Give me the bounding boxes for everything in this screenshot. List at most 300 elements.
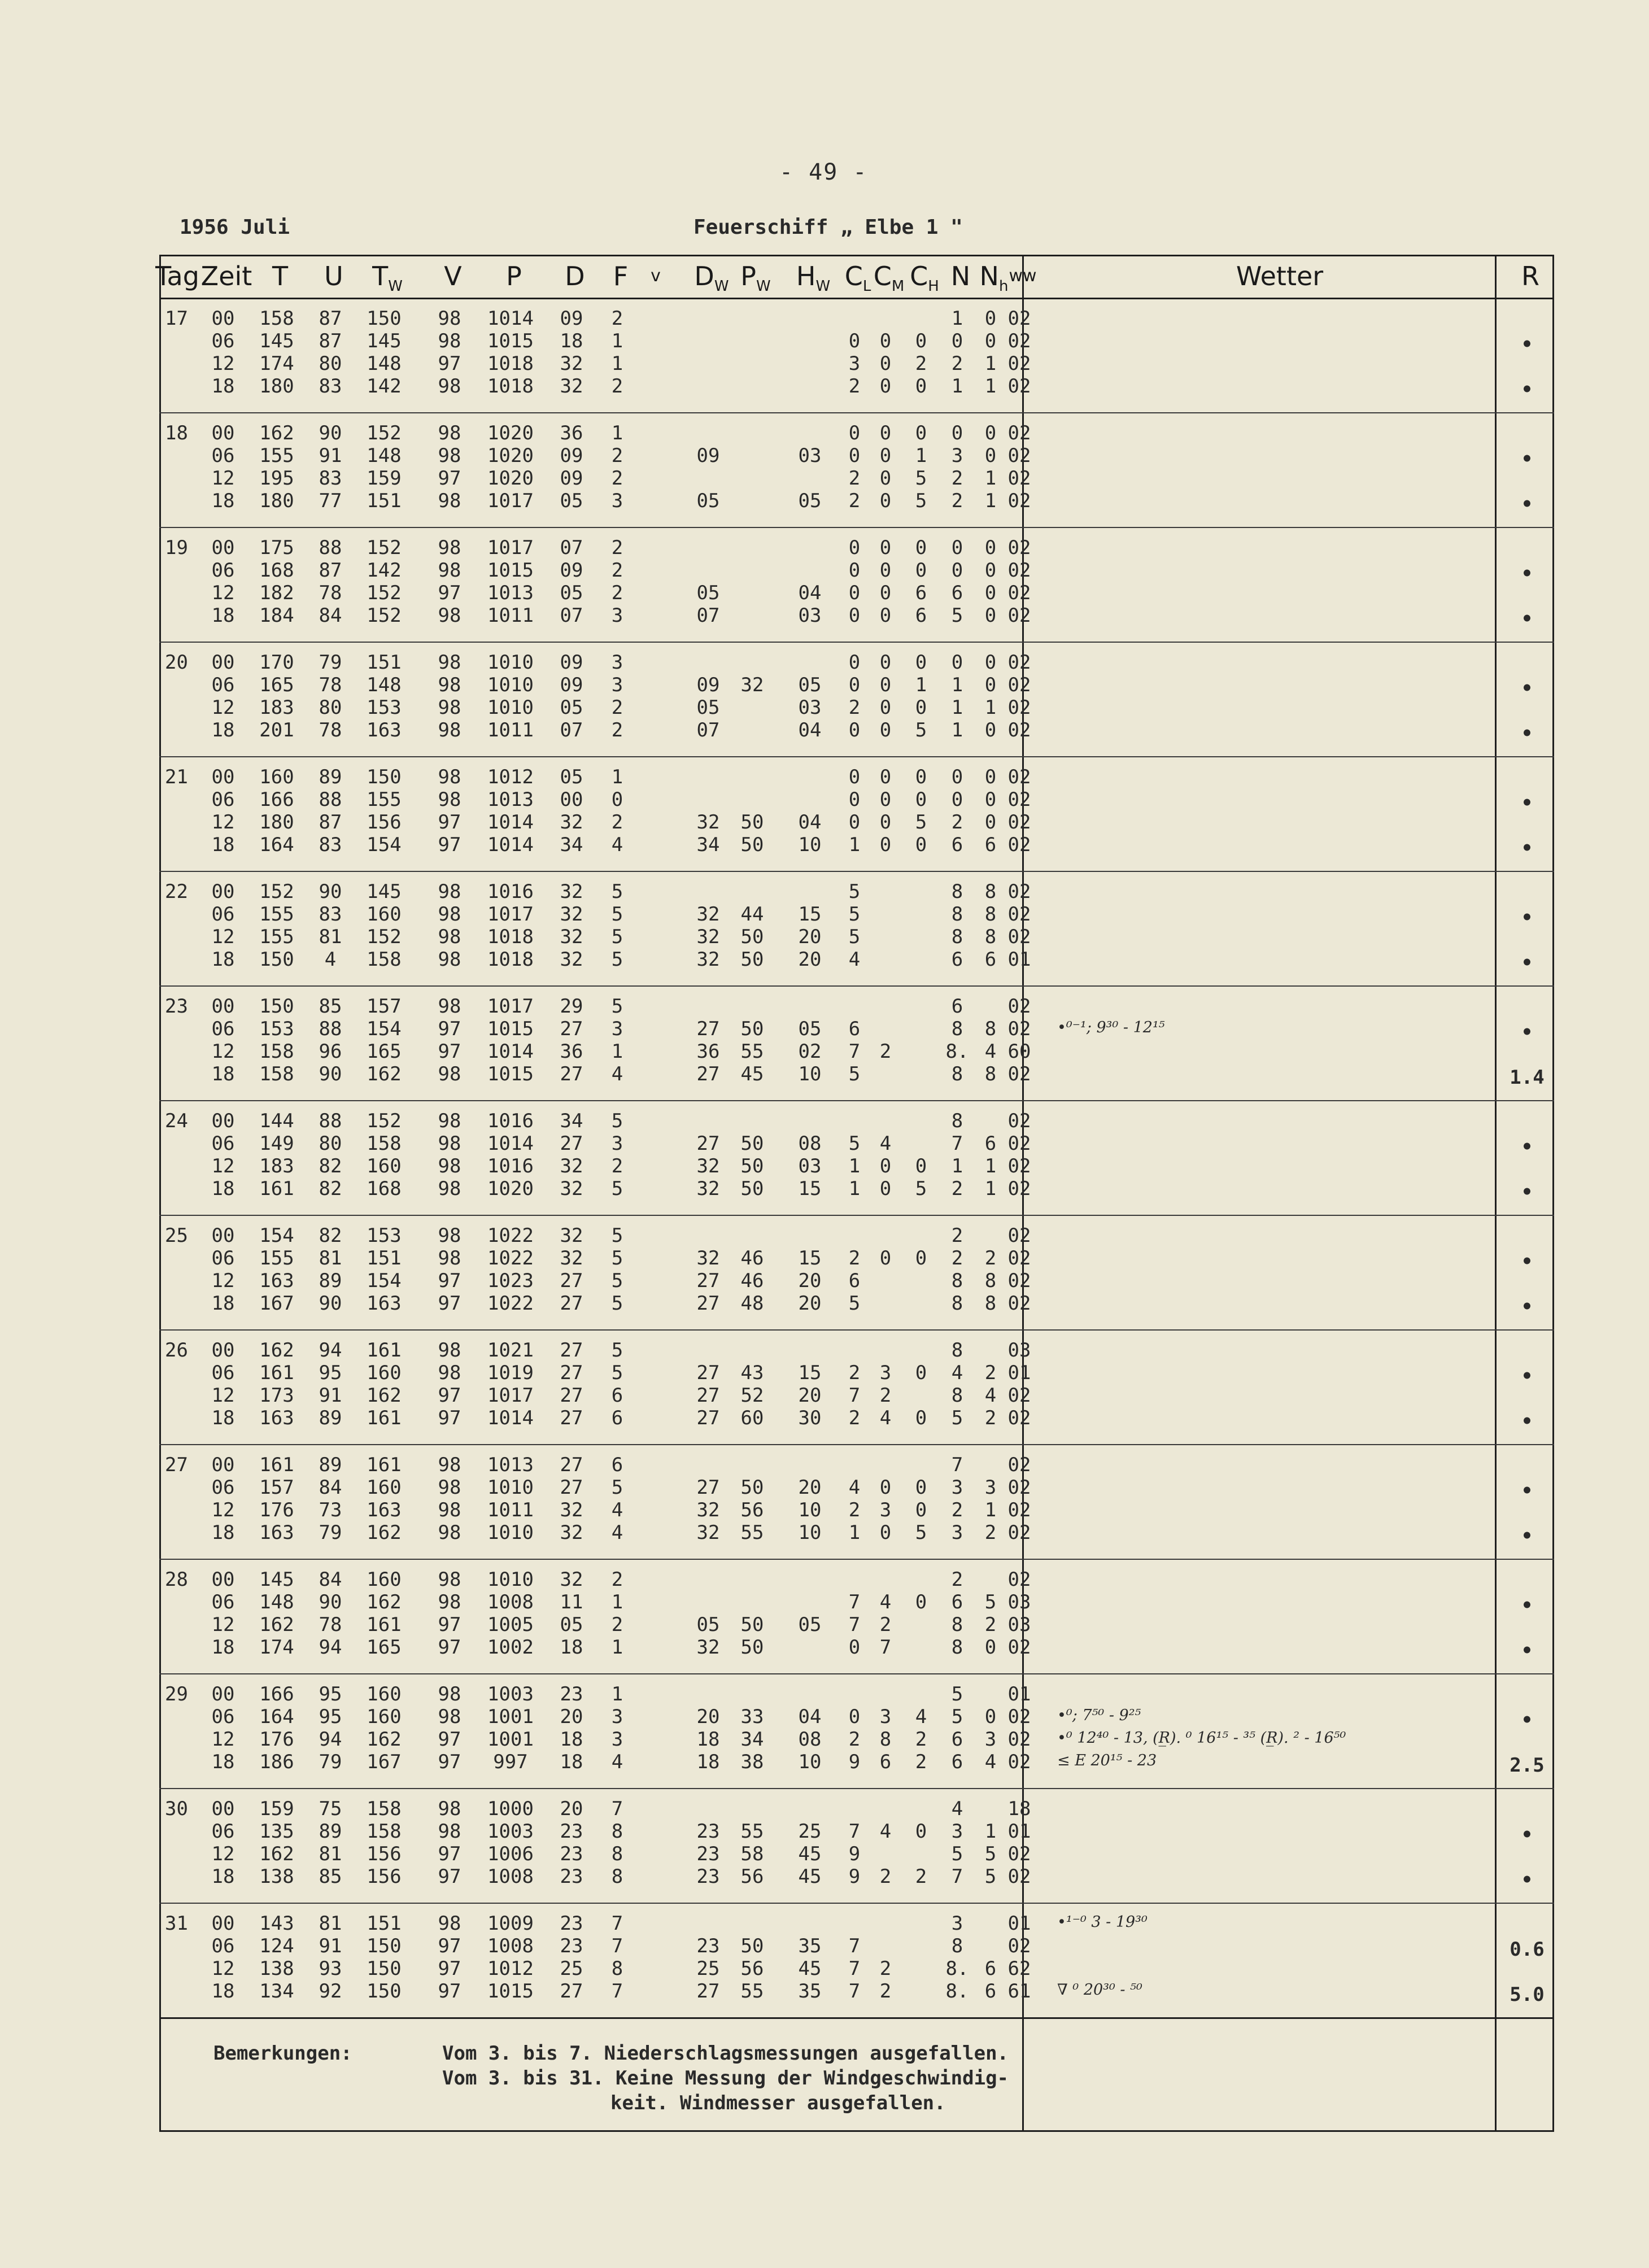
cell-nh: 2 <box>984 1521 997 1544</box>
cell-d: 05 <box>560 490 583 512</box>
cell-n: 2 <box>951 1177 963 1200</box>
cell-v: 97 <box>438 582 461 604</box>
cell-cm: 0 <box>879 1521 892 1544</box>
cell-zeit: 06 <box>211 1591 235 1613</box>
cell-f: 6 <box>611 1384 623 1407</box>
remark-line-3: keit. Windmesser ausgefallen. <box>610 2092 946 2114</box>
cell-n: 5 <box>951 1683 963 1706</box>
cell-t: 201 <box>259 719 294 742</box>
cell-u: 91 <box>319 1384 342 1407</box>
cell-dw: 32 <box>696 811 720 834</box>
cell-tw: 160 <box>367 1706 402 1728</box>
cell-n: 0 <box>951 651 963 674</box>
cell-d: 09 <box>560 651 583 674</box>
cell-zeit: 00 <box>211 1798 235 1820</box>
cell-zeit: 06 <box>211 903 235 926</box>
cell-t: 162 <box>259 1613 294 1636</box>
cell-d: 05 <box>560 766 583 788</box>
cell-dw: 27 <box>696 1362 720 1384</box>
cell-tw: 158 <box>367 948 402 971</box>
cell-cl: 2 <box>848 1499 861 1521</box>
cell-d: 09 <box>560 307 583 330</box>
cell-t: 170 <box>259 651 294 674</box>
cell-tw: 153 <box>367 1224 402 1247</box>
cell-d: 27 <box>560 1980 583 2003</box>
cell-cl: 0 <box>848 788 861 811</box>
cell-nh: 8 <box>984 1270 997 1292</box>
cell-f: 1 <box>611 1591 623 1613</box>
cell-cl: 0 <box>848 1636 861 1659</box>
cell-cm: 0 <box>879 1247 892 1270</box>
cell-ww: 02 <box>1007 1636 1031 1659</box>
cell-dw: 18 <box>696 1751 720 1773</box>
cell-f: 2 <box>611 1155 623 1177</box>
cell-nh: 6 <box>984 1957 997 1980</box>
cell-u: 80 <box>319 696 342 719</box>
cell-ww: 02 <box>1007 1292 1031 1315</box>
cell-pw: 50 <box>740 1177 764 1200</box>
cell-zeit: 12 <box>211 1270 235 1292</box>
cell-cl: 0 <box>848 719 861 742</box>
cell-p: 1010 <box>487 696 534 719</box>
column-header-tw: $T_W$ <box>372 261 403 295</box>
cell-nh: 0 <box>984 766 997 788</box>
cell-n: 7 <box>951 1454 963 1476</box>
cell-zeit: 00 <box>211 651 235 674</box>
cell-v: 98 <box>438 1476 461 1499</box>
cell-hw: 45 <box>798 1843 822 1865</box>
cell-v: 97 <box>438 1384 461 1407</box>
cell-v: 98 <box>438 1568 461 1591</box>
cell-p: 1003 <box>487 1820 534 1843</box>
cell-cl: 2 <box>848 467 861 490</box>
cell-v: 98 <box>438 490 461 512</box>
column-header-v: V <box>444 261 462 291</box>
cell-cl: 0 <box>848 422 861 444</box>
cell-ww: 02 <box>1007 696 1031 719</box>
cell-u: 83 <box>319 834 342 856</box>
cell-tw: 150 <box>367 307 402 330</box>
remarks-label: Bemerkungen: <box>213 2042 352 2065</box>
cell-zeit: 12 <box>211 1499 235 1521</box>
cell-cl: 0 <box>848 444 861 467</box>
cell-u: 90 <box>319 1591 342 1613</box>
column-header-f: F <box>613 261 629 291</box>
cell-nh: 1 <box>984 467 997 490</box>
cell-cm: 0 <box>879 696 892 719</box>
cell-nh: 0 <box>984 719 997 742</box>
cell-ww: 02 <box>1007 467 1031 490</box>
cell-v: 98 <box>438 1362 461 1384</box>
cell-nh: 2 <box>984 1407 997 1429</box>
cell-cl: 5 <box>848 1132 861 1155</box>
cell-ch: 0 <box>915 1476 927 1499</box>
cell-f: 5 <box>611 926 623 948</box>
cell-ww: 02 <box>1007 490 1031 512</box>
cell-t: 176 <box>259 1728 294 1751</box>
cell-t: 143 <box>259 1912 294 1935</box>
cell-pw: 50 <box>740 1132 764 1155</box>
cell-r: 5.0 <box>1510 1983 1545 2006</box>
cell-u: 77 <box>319 490 342 512</box>
cell-f: 3 <box>611 651 623 674</box>
cell-v: 98 <box>438 1521 461 1544</box>
cell-ch: 4 <box>915 1706 927 1728</box>
cell-nh: 5 <box>984 1591 997 1613</box>
cell-ww: 61 <box>1007 1980 1031 2003</box>
cell-t: 167 <box>259 1292 294 1315</box>
cell-tw: 152 <box>367 422 402 444</box>
cell-v: 97 <box>438 1292 461 1315</box>
cell-zeit: 12 <box>211 1384 235 1407</box>
cell-p: 1012 <box>487 766 534 788</box>
cell-nh: 6 <box>984 1980 997 2003</box>
cell-ww: 02 <box>1007 1270 1031 1292</box>
cell-t: 162 <box>259 1843 294 1865</box>
cell-hw: 08 <box>798 1728 822 1751</box>
cell-n: 1 <box>951 696 963 719</box>
cell-dw: 27 <box>696 1476 720 1499</box>
cell-p: 1013 <box>487 788 534 811</box>
cell-cl: 4 <box>848 948 861 971</box>
cell-ww: 02 <box>1007 1728 1031 1751</box>
cell-p: 1001 <box>487 1706 534 1728</box>
day-label: 29 <box>165 1683 188 1706</box>
cell-p: 1018 <box>487 948 534 971</box>
cell-ww: 02 <box>1007 1751 1031 1773</box>
cell-t: 195 <box>259 467 294 490</box>
cell-cl: 7 <box>848 1980 861 2003</box>
cell-zeit: 06 <box>211 1247 235 1270</box>
cell-v: 98 <box>438 559 461 582</box>
cell-v: 98 <box>438 696 461 719</box>
cell-d: 23 <box>560 1820 583 1843</box>
cell-v: 98 <box>438 719 461 742</box>
cell-n: 0 <box>951 766 963 788</box>
cell-tw: 150 <box>367 766 402 788</box>
cell-ch: 5 <box>915 811 927 834</box>
cell-p: 1010 <box>487 1568 534 1591</box>
cell-pw: 55 <box>740 1040 764 1063</box>
cell-f: 3 <box>611 604 623 627</box>
cell-hw: 05 <box>798 490 822 512</box>
cell-v: 98 <box>438 604 461 627</box>
cell-pw: 58 <box>740 1843 764 1865</box>
cell-t: 154 <box>259 1224 294 1247</box>
cell-ww: 02 <box>1007 1224 1031 1247</box>
cell-cl: 5 <box>848 1063 861 1085</box>
cell-t: 157 <box>259 1476 294 1499</box>
cell-ch: 0 <box>915 766 927 788</box>
cell-cl: 7 <box>848 1957 861 1980</box>
cell-u: 78 <box>319 1613 342 1636</box>
cell-tw: 160 <box>367 1683 402 1706</box>
cell-u: 95 <box>319 1706 342 1728</box>
cell-hw: 05 <box>798 674 822 696</box>
cell-hw: 03 <box>798 604 822 627</box>
cell-p: 1014 <box>487 1040 534 1063</box>
cell-r: • <box>1521 1639 1533 1662</box>
cell-pw: 45 <box>740 1063 764 1085</box>
cell-n: 6 <box>951 995 963 1018</box>
cell-zeit: 00 <box>211 422 235 444</box>
cell-ww: 02 <box>1007 1132 1031 1155</box>
cell-f: 6 <box>611 1454 623 1476</box>
cell-v: 97 <box>438 834 461 856</box>
cell-tw: 167 <box>367 1751 402 1773</box>
cell-f: 5 <box>611 1362 623 1384</box>
cell-p: 1017 <box>487 537 534 559</box>
cell-p: 1022 <box>487 1292 534 1315</box>
cell-t: 174 <box>259 1636 294 1659</box>
cell-d: 05 <box>560 1613 583 1636</box>
cell-dw: 27 <box>696 1980 720 2003</box>
cell-zeit: 18 <box>211 1636 235 1659</box>
cell-hw: 20 <box>798 1292 822 1315</box>
cell-d: 27 <box>560 1292 583 1315</box>
cell-hw: 04 <box>798 1706 822 1728</box>
cell-v: 98 <box>438 903 461 926</box>
cell-zeit: 00 <box>211 1224 235 1247</box>
column-header-v: v <box>651 266 661 286</box>
cell-ch: 1 <box>915 674 927 696</box>
cell-pw: 50 <box>740 926 764 948</box>
cell-n: 2 <box>951 352 963 375</box>
cell-d: 32 <box>560 903 583 926</box>
cell-ww: 02 <box>1007 444 1031 467</box>
column-header-cm: $C_M$ <box>873 261 905 295</box>
cell-zeit: 06 <box>211 1362 235 1384</box>
cell-v: 98 <box>438 1155 461 1177</box>
cell-pw: 56 <box>740 1957 764 1980</box>
cell-p: 1002 <box>487 1636 534 1659</box>
cell-n: 8 <box>951 1063 963 1085</box>
cell-cl: 1 <box>848 1177 861 1200</box>
cell-f: 3 <box>611 1728 623 1751</box>
cell-ww: 02 <box>1007 422 1031 444</box>
cell-d: 27 <box>560 1384 583 1407</box>
cell-d: 32 <box>560 1521 583 1544</box>
table-horizontal-rule <box>159 1903 1554 1904</box>
cell-cl: 2 <box>848 696 861 719</box>
cell-r: • <box>1521 677 1533 700</box>
cell-r: • <box>1521 1480 1533 1502</box>
cell-pw: 50 <box>740 1476 764 1499</box>
cell-ww: 02 <box>1007 1110 1031 1132</box>
cell-tw: 150 <box>367 1957 402 1980</box>
cell-f: 8 <box>611 1865 623 1888</box>
cell-hw: 04 <box>798 811 822 834</box>
cell-nh: 0 <box>984 559 997 582</box>
cell-n: 8 <box>951 1935 963 1957</box>
cell-n: 3 <box>951 444 963 467</box>
cell-ww: 01 <box>1007 948 1031 971</box>
cell-p: 1001 <box>487 1728 534 1751</box>
cell-ch: 5 <box>915 1521 927 1544</box>
column-header-t: T <box>272 261 289 291</box>
cell-n: 2 <box>951 1568 963 1591</box>
cell-cl: 6 <box>848 1270 861 1292</box>
cell-dw: 09 <box>696 444 720 467</box>
cell-cl: 6 <box>848 1018 861 1040</box>
cell-zeit: 18 <box>211 1980 235 2003</box>
cell-tw: 162 <box>367 1063 402 1085</box>
cell-wetter: ∇ ⁰ 20³⁰ - ⁵⁰ <box>1057 1981 1142 1999</box>
cell-cm: 2 <box>879 1384 892 1407</box>
cell-pw: 34 <box>740 1728 764 1751</box>
cell-r: • <box>1521 608 1533 630</box>
cell-t: 166 <box>259 788 294 811</box>
cell-u: 88 <box>319 1110 342 1132</box>
cell-cm: 2 <box>879 1613 892 1636</box>
cell-n: 8 <box>951 1110 963 1132</box>
table-horizontal-rule <box>159 1100 1554 1101</box>
cell-r: • <box>1521 1594 1533 1617</box>
cell-zeit: 12 <box>211 696 235 719</box>
cell-u: 79 <box>319 651 342 674</box>
cell-u: 82 <box>319 1224 342 1247</box>
table-vertical-rule <box>159 255 161 2132</box>
cell-t: 158 <box>259 307 294 330</box>
cell-cl: 0 <box>848 811 861 834</box>
cell-d: 32 <box>560 352 583 375</box>
cell-n: 5 <box>951 604 963 627</box>
day-label: 20 <box>165 651 188 674</box>
cell-ww: 02 <box>1007 1063 1031 1085</box>
cell-nh: 6 <box>984 834 997 856</box>
cell-nh: 5 <box>984 1865 997 1888</box>
cell-n: 6 <box>951 1591 963 1613</box>
cell-tw: 163 <box>367 719 402 742</box>
cell-f: 3 <box>611 1018 623 1040</box>
cell-dw: 23 <box>696 1843 720 1865</box>
cell-cl: 0 <box>848 766 861 788</box>
table-horizontal-rule <box>159 1329 1554 1331</box>
cell-cl: 1 <box>848 1521 861 1544</box>
cell-f: 2 <box>611 582 623 604</box>
table-horizontal-rule <box>159 298 1554 299</box>
cell-d: 27 <box>560 1063 583 1085</box>
cell-nh: 4 <box>984 1384 997 1407</box>
cell-r: • <box>1521 378 1533 401</box>
cell-r: • <box>1521 1136 1533 1158</box>
cell-tw: 162 <box>367 1384 402 1407</box>
day-label: 18 <box>165 422 188 444</box>
cell-tw: 163 <box>367 1292 402 1315</box>
cell-hw: 20 <box>798 1384 822 1407</box>
cell-ww: 02 <box>1007 1499 1031 1521</box>
cell-hw: 04 <box>798 719 822 742</box>
cell-cl: 9 <box>848 1843 861 1865</box>
cell-zeit: 18 <box>211 1407 235 1429</box>
column-header-pw: $P_W$ <box>740 261 771 295</box>
cell-ww: 02 <box>1007 1843 1031 1865</box>
cell-hw: 30 <box>798 1407 822 1429</box>
cell-t: 138 <box>259 1865 294 1888</box>
cell-ww: 03 <box>1007 1613 1031 1636</box>
cell-r: • <box>1521 952 1533 974</box>
cell-dw: 23 <box>696 1820 720 1843</box>
cell-r: • <box>1521 722 1533 745</box>
cell-dw: 32 <box>696 1521 720 1544</box>
cell-d: 09 <box>560 467 583 490</box>
cell-f: 4 <box>611 1521 623 1544</box>
cell-zeit: 00 <box>211 1912 235 1935</box>
cell-cm: 0 <box>879 490 892 512</box>
cell-n: 2 <box>951 467 963 490</box>
cell-u: 90 <box>319 1292 342 1315</box>
cell-hw: 08 <box>798 1132 822 1155</box>
cell-p: 1023 <box>487 1270 534 1292</box>
cell-u: 84 <box>319 1568 342 1591</box>
cell-cm: 2 <box>879 1957 892 1980</box>
cell-n: 2 <box>951 1247 963 1270</box>
cell-n: 8 <box>951 880 963 903</box>
cell-pw: 50 <box>740 1636 764 1659</box>
cell-d: 18 <box>560 1636 583 1659</box>
cell-d: 00 <box>560 788 583 811</box>
day-label: 30 <box>165 1798 188 1820</box>
cell-hw: 25 <box>798 1820 822 1843</box>
cell-v: 97 <box>438 1957 461 1980</box>
cell-nh: 2 <box>984 1247 997 1270</box>
cell-t: 155 <box>259 1247 294 1270</box>
cell-n: 5 <box>951 1843 963 1865</box>
cell-dw: 09 <box>696 674 720 696</box>
cell-f: 8 <box>611 1957 623 1980</box>
cell-tw: 159 <box>367 467 402 490</box>
cell-tw: 152 <box>367 582 402 604</box>
cell-n: 1 <box>951 719 963 742</box>
cell-r: • <box>1521 1410 1533 1433</box>
cell-zeit: 00 <box>211 307 235 330</box>
cell-tw: 151 <box>367 1912 402 1935</box>
cell-r: • <box>1521 562 1533 585</box>
cell-v: 98 <box>438 537 461 559</box>
cell-f: 5 <box>611 1292 623 1315</box>
remark-line-1: Vom 3. bis 7. Niederschlagsmessungen ausgefallen. <box>442 2042 1009 2065</box>
cell-p: 1008 <box>487 1591 534 1613</box>
cell-f: 4 <box>611 1063 623 1085</box>
cell-cl: 7 <box>848 1591 861 1613</box>
cell-u: 90 <box>319 1063 342 1085</box>
cell-n: 8 <box>951 903 963 926</box>
cell-t: 176 <box>259 1499 294 1521</box>
cell-cl: 2 <box>848 490 861 512</box>
cell-v: 97 <box>438 1040 461 1063</box>
cell-cm: 8 <box>879 1728 892 1751</box>
cell-t: 180 <box>259 375 294 398</box>
cell-ch: 0 <box>915 330 927 352</box>
cell-ww: 02 <box>1007 1407 1031 1429</box>
cell-tw: 160 <box>367 1155 402 1177</box>
cell-cl: 0 <box>848 537 861 559</box>
cell-u: 88 <box>319 1018 342 1040</box>
cell-pw: 46 <box>740 1270 764 1292</box>
cell-pw: 56 <box>740 1499 764 1521</box>
cell-f: 2 <box>611 811 623 834</box>
day-label: 24 <box>165 1110 188 1132</box>
cell-cl: 9 <box>848 1751 861 1773</box>
cell-nh: 0 <box>984 422 997 444</box>
cell-dw: 32 <box>696 948 720 971</box>
cell-hw: 20 <box>798 926 822 948</box>
cell-ww: 01 <box>1007 1683 1031 1706</box>
cell-tw: 162 <box>367 1521 402 1544</box>
cell-hw: 20 <box>798 1476 822 1499</box>
cell-ch: 6 <box>915 582 927 604</box>
cell-p: 1010 <box>487 651 534 674</box>
